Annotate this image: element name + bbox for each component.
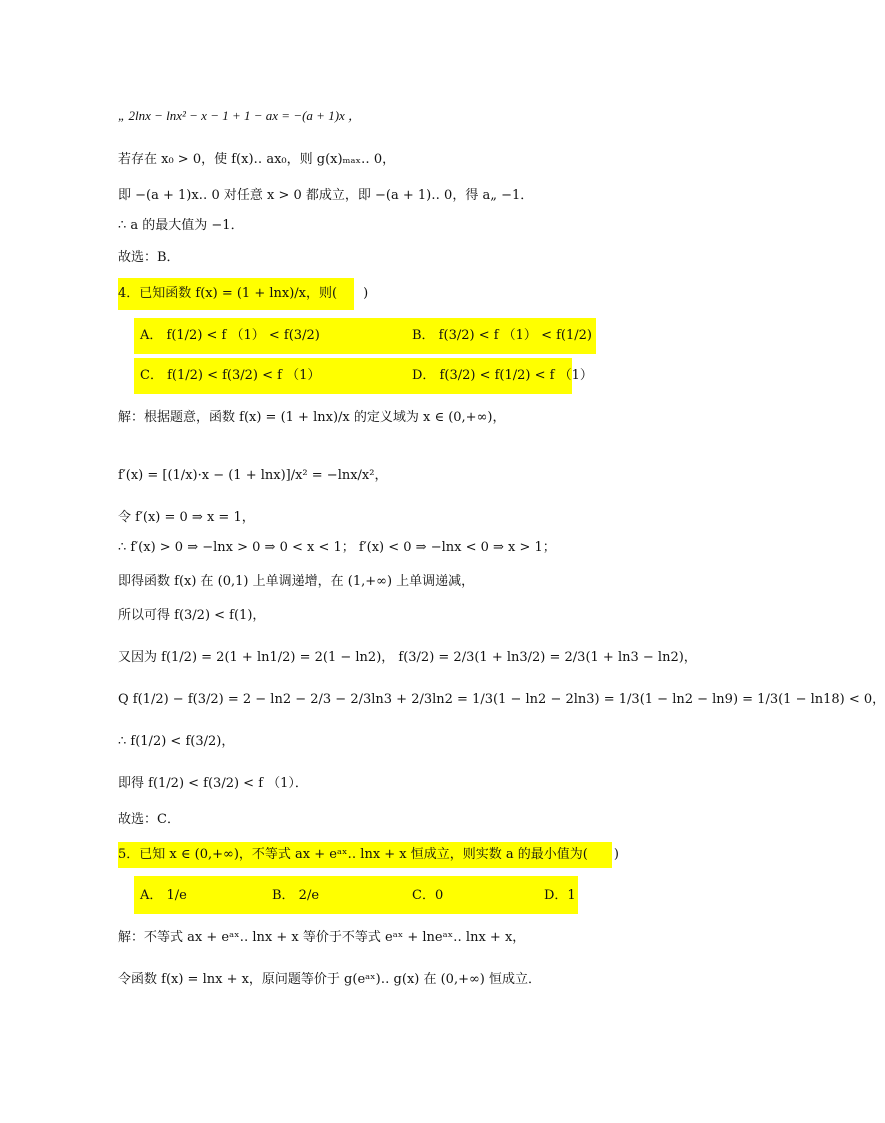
sol4-line-6: 所以可得 f(3/2) < f(1)， (118, 608, 266, 623)
derivation-line-1: „ 2lnx − lnx² − x − 1 + 1 − ax = −(a + 1)x ， (118, 108, 362, 123)
sol4-line-3: 令 f′(x) = 0 ⇒ x = 1， (118, 510, 255, 525)
sol4-line-5: 即得函数 f(x) 在 (0,1) 上单调递增，在 (1,+∞) 上单调递减， (118, 574, 475, 589)
q4-option-a: A． f(1/2) < f （1） < f(3/2) (140, 328, 320, 343)
sol4-line-4: ∴ f′(x) > 0 ⇒ −lnx > 0 ⇒ 0 < x < 1； f′(x) < 0 ⇒ −lnx < 0 ⇒ x > 1； (118, 540, 556, 555)
q4-option-b: B． f(3/2) < f （1） < f(1/2) (412, 328, 592, 343)
sol4-line-7: 又因为 f(1/2) = 2(1 + ln1/2) = 2(1 − ln2)， f(3/2) = 2/3(1 + ln3/2) = 2/3(1 + ln3 − ln2)， (118, 650, 697, 665)
q5-option-a: A． 1/e (140, 888, 187, 903)
q5-option-d: D．1 (544, 888, 576, 903)
q4-stem: 4．已知函数 f(x) = (1 + lnx)/x，则( ) (118, 286, 369, 301)
max-value-line: ∴ a 的最大值为 −1． (118, 218, 244, 233)
q4-option-d: D． f(3/2) < f(1/2) < f （1） (412, 368, 593, 383)
sol4-line-8: Q f(1/2) − f(3/2) = 2 − ln2 − 2/3 − 2/3ln3 + 2/3ln2 = 1/3(1 − ln2 − 2ln3) = 1/3(1 − ln2 − ln9) = 1/3(1 − ln18) < 0， (118, 692, 885, 707)
q5-option-c: C．0 (412, 888, 444, 903)
answer-line-4: 故选：C． (118, 812, 180, 827)
derivation-line-2: 若存在 x₀ > 0，使 f(x)‥ ax₀，则 g(x)ₘₐₓ‥ 0， (118, 152, 396, 167)
answer-line-3: 故选：B． (118, 250, 180, 265)
q5-option-b: B． 2/e (272, 888, 320, 903)
sol4-line-10: 即得 f(1/2) < f(3/2) < f （1）． (118, 776, 308, 791)
derivation-line-3: 即 −(a + 1)x‥ 0 对任意 x > 0 都成立，即 −(a + 1)‥ 0，得 a„ −1． (118, 188, 534, 203)
q5-options-highlight (134, 876, 578, 914)
sol4-line-2: f′(x) = [(1/x)·x − (1 + lnx)]/x² = −lnx/x²， (118, 468, 388, 483)
sol4-line-9: ∴ f(1/2) < f(3/2)， (118, 734, 235, 749)
q4-option-c: C． f(1/2) < f(3/2) < f （1） (140, 368, 321, 383)
sol5-line-2: 令函数 f(x) = lnx + x，原问题等价于 g(eᵃˣ)‥ g(x) 在 (0,+∞) 恒成立． (118, 972, 542, 987)
q5-stem: 5．已知 x ∈ (0,+∞)，不等式 ax + eᵃˣ‥ lnx + x 恒成立，则实数 a 的最小值为( ) (118, 847, 619, 862)
sol5-line-1: 解：不等式 ax + eᵃˣ‥ lnx + x 等价于不等式 eᵃˣ + lneᵃˣ‥ lnx + x， (118, 930, 526, 945)
sol4-line-1: 解：根据题意，函数 f(x) = (1 + lnx)/x 的定义域为 x ∈ (0,+∞)， (118, 410, 506, 425)
